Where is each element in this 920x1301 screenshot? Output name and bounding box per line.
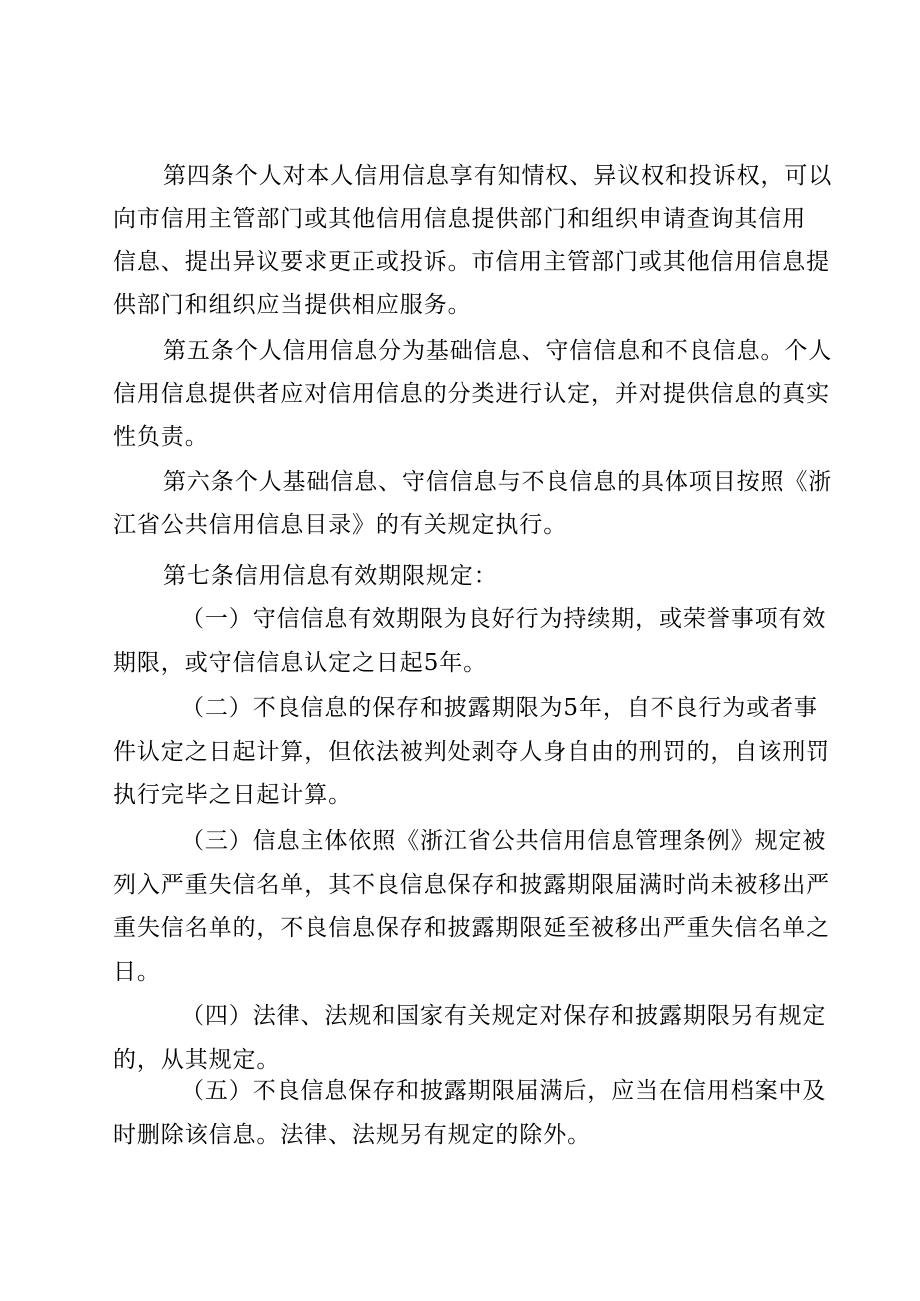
paragraph-line: 执行完毕之日起计算。: [113, 782, 352, 808]
paragraph-line: 件认定之日起计算，但依法被判处剥夺人身自由的刑罚的，自该刑罚: [113, 738, 830, 765]
paragraph-line: 日。: [113, 958, 161, 985]
article-7-heading: [113, 555, 813, 598]
paragraph-line: 第五条个人信用信息分为基础信息、守信信息和不良信息。个人: [163, 338, 833, 364]
article-7-item-1: [113, 598, 827, 685]
paragraph-line: 第七条信用信息有效期限规定：: [163, 563, 498, 589]
paragraph-line: 江省公共信用信息目录》的有关规定执行。: [113, 512, 568, 538]
paragraph-line: 重失信名单的，不良信息保存和披露期限延至被移出严重失信名单之: [113, 915, 830, 941]
paragraph-line: 第六条个人基础信息、守信信息与不良信息的具体项目按照《浙: [163, 469, 833, 495]
paragraph-line: 信用信息提供者应对信用信息的分类进行认定，并对提供信息的真实: [113, 381, 830, 407]
paragraph-line: 第四条个人对本人信用信息享有知情权、异议权和投诉权，可以: [163, 163, 833, 189]
paragraph-line: （三）信息主体依照《浙江省公共信用信息管理条例》规定被: [181, 828, 827, 854]
paragraph-line: 向市信用主管部门或其他信用信息提供部门和组织申请查询其信用: [113, 206, 807, 232]
paragraph-line: 信息、提出异议要求更正或投诉。市信用主管部门或其他信用信息提: [113, 249, 830, 275]
paragraph-line: （一）守信信息有效期限为良好行为持续期，或荣誉事项有效: [181, 606, 827, 632]
article-5-paragraph: [113, 330, 833, 459]
paragraph-line: 期限，或守信信息认定之日起5年。: [113, 649, 488, 676]
article-4-paragraph: [113, 155, 833, 327]
paragraph-line: 列入严重失信名单，其不良信息保存和披露期限届满时尚未被移出严: [113, 871, 830, 898]
article-6-paragraph: [113, 461, 833, 547]
paragraph-line: 的，从其规定。: [113, 1046, 281, 1073]
article-7-item-3: [113, 820, 830, 994]
paragraph-line: 时删除该信息。法律、法规另有规定的除外。: [113, 1121, 591, 1148]
paragraph-line: （四）法律、法规和国家有关规定对保存和披露期限另有规定: [181, 1003, 827, 1029]
paragraph-line: 供部门和组织应当提供相应服务。: [113, 292, 472, 318]
article-7-item-5: [113, 1070, 827, 1157]
paragraph-line: （二）不良信息的保存和披露期限为5年，自不良行为或者事: [181, 695, 818, 721]
article-7-item-4: [113, 995, 827, 1082]
paragraph-line: 性负责。: [113, 424, 209, 450]
paragraph-line: （五）不良信息保存和披露期限届满后，应当在信用档案中及: [181, 1078, 827, 1104]
article-7-item-2: [113, 687, 830, 818]
